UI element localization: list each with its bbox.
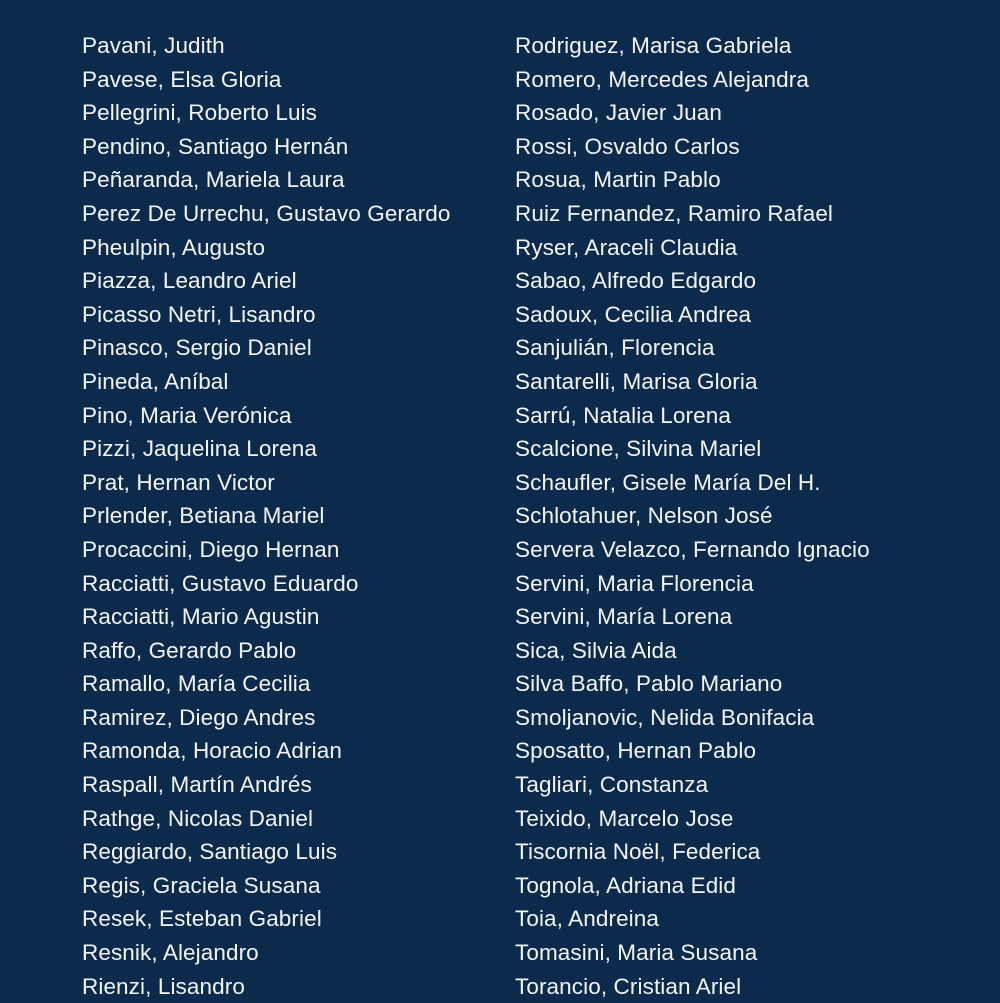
name-entry: Silva Baffo, Pablo Mariano xyxy=(515,671,783,697)
name-entry: Peñaranda, Mariela Laura xyxy=(82,167,345,193)
name-entry: Piazza, Leandro Ariel xyxy=(82,268,297,294)
name-entry: Ramonda, Horacio Adrian xyxy=(82,738,342,764)
name-entry: Pino, Maria Verónica xyxy=(82,402,292,428)
name-entry: Reggiardo, Santiago Luis xyxy=(82,839,338,865)
name-entry: Sadoux, Cecilia Andrea xyxy=(515,301,752,327)
name-entry: Rosado, Javier Juan xyxy=(515,100,723,126)
name-entry: Perez De Urrechu, Gustavo Gerardo xyxy=(82,200,451,226)
names-column-left xyxy=(82,29,502,1003)
name-entry: Sposatto, Hernan Pablo xyxy=(515,738,757,764)
name-entry: Resek, Esteban Gabriel xyxy=(82,906,322,932)
name-entry: Sanjulián, Florencia xyxy=(515,335,715,361)
name-entry: Romero, Mercedes Alejandra xyxy=(515,66,809,92)
name-entry: Servini, Maria Florencia xyxy=(515,570,754,596)
name-entry: Prat, Hernan Victor xyxy=(82,469,275,495)
name-entry: Tognola, Adriana Edid xyxy=(515,872,737,898)
name-entry: Sarrú, Natalia Lorena xyxy=(515,402,731,428)
name-entry: Servini, María Lorena xyxy=(515,604,733,630)
name-entry: Ryser, Araceli Claudia xyxy=(515,234,738,260)
name-entry: Rienzi, Lisandro xyxy=(82,973,245,999)
name-entry: Rosua, Martin Pablo xyxy=(515,167,721,193)
name-entry: Prlender, Betiana Mariel xyxy=(82,503,325,529)
name-entry: Rossi, Osvaldo Carlos xyxy=(515,133,740,159)
name-entry: Raffo, Gerardo Pablo xyxy=(82,637,297,663)
name-entry: Pinasco, Sergio Daniel xyxy=(82,335,312,361)
name-entry: Schaufler, Gisele María Del H. xyxy=(515,469,821,495)
name-entry: Resnik, Alejandro xyxy=(82,940,259,966)
name-entry: Smoljanovic, Nelida Bonifacia xyxy=(515,704,815,730)
name-entry: Ruiz Fernandez, Ramiro Rafael xyxy=(515,200,834,226)
name-entry: Sabao, Alfredo Edgardo xyxy=(515,268,757,294)
name-entry: Pendino, Santiago Hernán xyxy=(82,133,349,159)
name-entry: Rathge, Nicolas Daniel xyxy=(82,805,314,831)
name-entry: Regis, Graciela Susana xyxy=(82,872,321,898)
name-entry: Ramallo, María Cecilia xyxy=(82,671,311,697)
name-entry: Raspall, Martín Andrés xyxy=(82,772,312,798)
name-entry: Racciatti, Gustavo Eduardo xyxy=(82,570,359,596)
name-entry: Tiscornia Noël, Federica xyxy=(515,839,761,865)
name-entry: Santarelli, Marisa Gloria xyxy=(515,368,758,394)
name-entry: Pavani, Judith xyxy=(82,33,225,58)
names-column-right xyxy=(515,29,985,1003)
name-entry: Ramirez, Diego Andres xyxy=(82,704,316,730)
name-entry: Sica, Silvia Aida xyxy=(515,637,677,663)
name-entry: Racciatti, Mario Agustin xyxy=(82,604,320,630)
name-entry: Torancio, Cristian Ariel xyxy=(515,973,742,999)
name-entry: Schlotahuer, Nelson José xyxy=(515,503,773,529)
name-entry: Toia, Andreina xyxy=(515,906,660,932)
name-entry: Servera Velazco, Fernando Ignacio xyxy=(515,536,870,562)
name-entry: Picasso Netri, Lisandro xyxy=(82,301,316,327)
name-entry: Procaccini, Diego Hernan xyxy=(82,536,340,562)
name-entry: Pheulpin, Augusto xyxy=(82,234,266,260)
name-entry: Teixido, Marcelo Jose xyxy=(515,805,734,831)
name-entry: Pavese, Elsa Gloria xyxy=(82,66,282,92)
name-entry: Tagliari, Constanza xyxy=(515,772,709,798)
name-entry: Pineda, Aníbal xyxy=(82,368,229,394)
name-entry: Pizzi, Jaquelina Lorena xyxy=(82,436,317,462)
name-entry: Scalcione, Silvina Mariel xyxy=(515,436,762,462)
name-entry: Tomasini, Maria Susana xyxy=(515,940,758,966)
name-entry: Rodriguez, Marisa Gabriela xyxy=(515,33,792,58)
name-entry: Pellegrini, Roberto Luis xyxy=(82,100,318,126)
